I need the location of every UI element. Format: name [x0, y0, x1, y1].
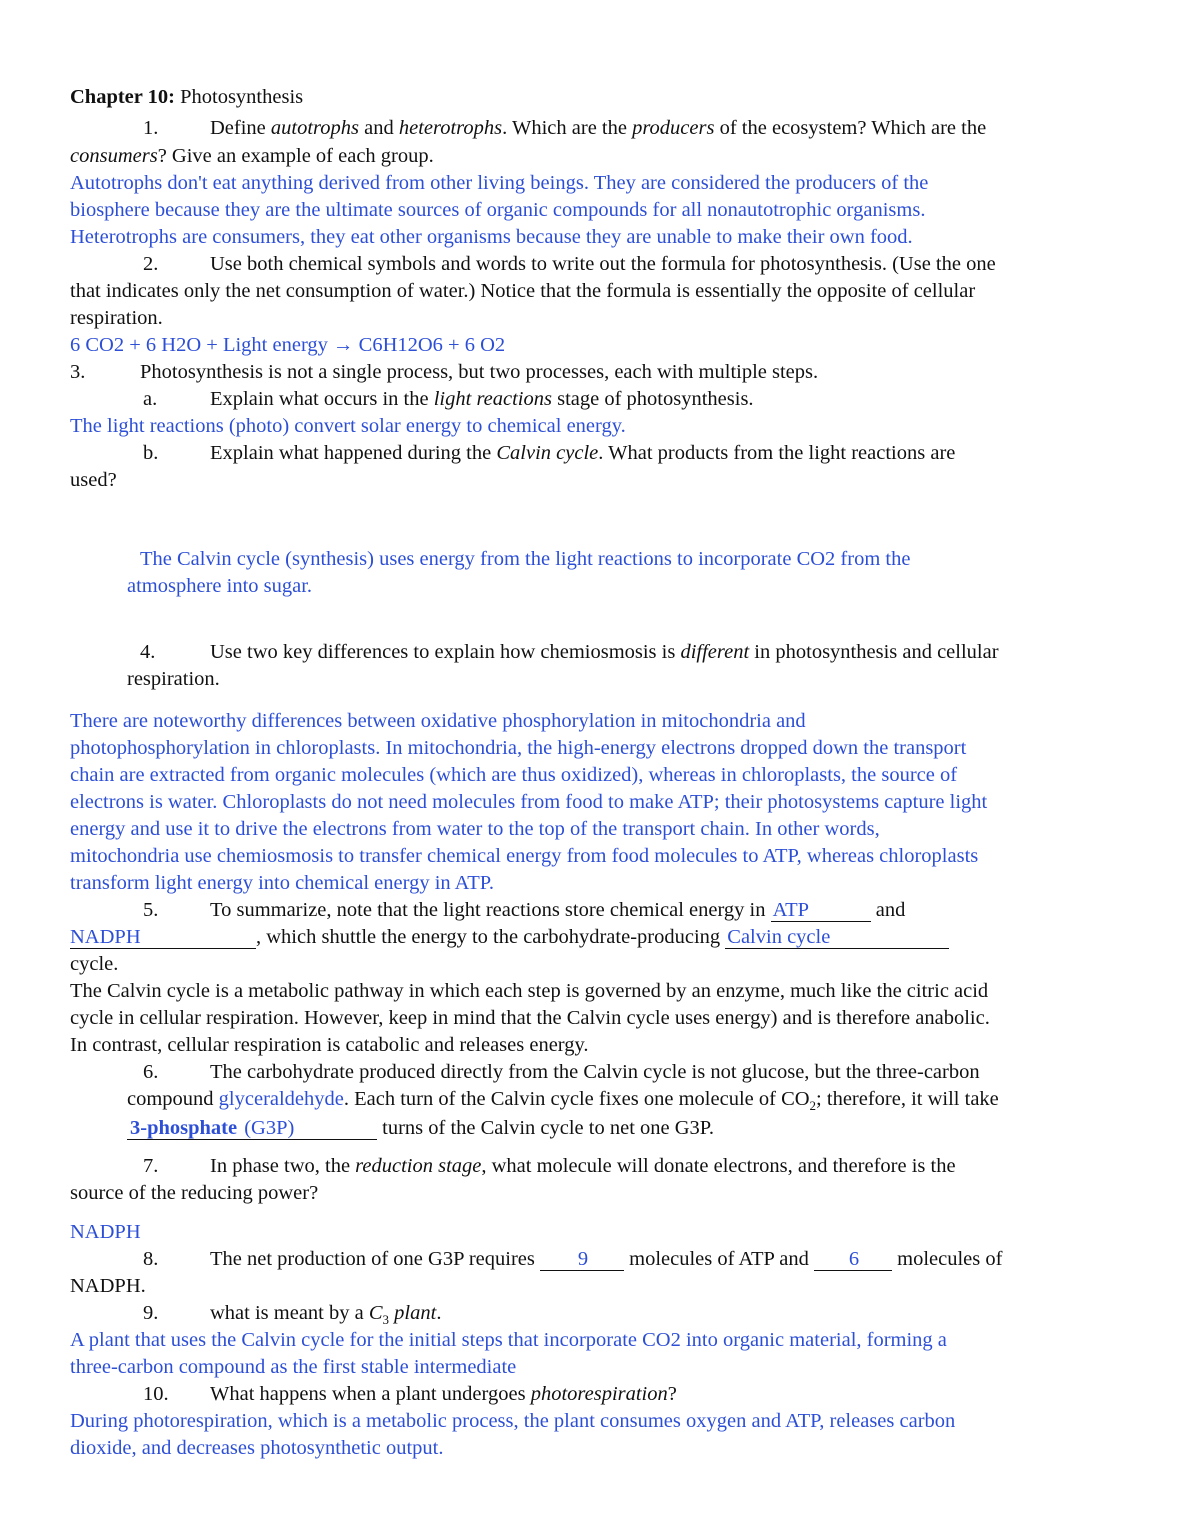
q3b-answer-2: atmosphere into sugar. — [127, 575, 313, 597]
q3a-text: Explain what occurs in the light reactions stage of photosynthesis. — [210, 388, 754, 410]
q8-line-2: NADPH. — [70, 1275, 146, 1297]
q10-answer-2: dioxide, and decreases photosynthetic output. — [70, 1437, 444, 1459]
q10-number: 10. — [143, 1383, 169, 1405]
q7-line-1: In phase two, the reduction stage, what molecule will donate electrons, and therefore is the — [210, 1155, 956, 1177]
q6-blank-turns[interactable]: 3-phosphate (G3P) — [127, 1117, 377, 1140]
q4-answer-2: photophosphorylation in chloroplasts. In mitochondria, the high-energy electrons dropped down the transport — [70, 737, 967, 759]
q4-text: Use two key differences to explain how chemiosmosis is different in photosynthesis and cellular — [210, 641, 999, 663]
q10-line-1: What happens when a plant undergoes photorespiration? — [210, 1383, 677, 1405]
q9-answer-2: three-carbon compound as the first stable intermediate — [70, 1356, 517, 1378]
q1-answer-1: Autotrophs don't eat anything derived from other living beings. They are considered the producers of the — [70, 172, 929, 194]
q8-line-1: The net production of one G3P requires 9 molecules of ATP and 6 molecules of — [210, 1248, 1003, 1270]
q3b-text-2: used? — [70, 469, 117, 491]
q1-answer-2: biosphere because they are the ultimate sources of organic compounds for all nonautotrophic organisms. — [70, 199, 926, 221]
q5-note-3: In contrast, cellular respiration is catabolic and releases energy. — [70, 1034, 589, 1056]
q9-line-1: what is meant by a $C_3$ plant. — [210, 1302, 442, 1328]
q4-answer-4: electrons is water. Chloroplasts do not need molecules from food to make ATP; their photosystems capture light — [70, 791, 988, 813]
chapter-label: Chapter 10: — [70, 86, 175, 108]
q6-line-3: 3-phosphate (G3P) turns of the Calvin cycle to net one G3P. — [127, 1115, 714, 1142]
q3-number: 3. — [70, 361, 86, 383]
q3b-answer-1: The Calvin cycle (synthesis) uses energy from the light reactions to incorporate CO2 from the — [140, 548, 911, 570]
q4-answer-7: transform light energy into chemical energy in ATP. — [70, 872, 494, 894]
q5-blank-nadph[interactable]: NADPH — [70, 926, 256, 949]
q3b-letter: b. — [143, 442, 159, 464]
q2-line-2: that indicates only the net consumption of water.) Notice that the formula is essentially the opposite of cellular — [70, 280, 976, 302]
q7-line-2: source of the reducing power? — [70, 1182, 319, 1204]
q2-line-1: Use both chemical symbols and words to write out the formula for photosynthesis. (Use the one — [210, 253, 996, 275]
q8-blank-nadph[interactable]: 6 — [814, 1248, 892, 1271]
q5-line-2: NADPH , which shuttle the energy to the carbohydrate-producing Calvin cycle — [70, 924, 949, 951]
q6-line-1: The carbohydrate produced directly from the Calvin cycle is not glucose, but the three-carbon — [210, 1061, 980, 1083]
q3b-text: Explain what happened during the Calvin cycle. What products from the light reactions are — [210, 442, 956, 464]
q1-line-2: consumers? Give an example of each group. — [70, 145, 434, 167]
q5-line-3: cycle. — [70, 953, 119, 975]
q1-number: 1. — [143, 117, 159, 139]
q5-number: 5. — [143, 899, 159, 921]
q6-line-2: compound glyceraldehyde. Each turn of the Calvin cycle fixes one molecule of $CO_2$; therefore, it will take — [127, 1088, 999, 1114]
chapter-heading — [70, 84, 303, 111]
q5-blank-atp[interactable]: ATP — [771, 899, 871, 922]
q1-line-1: Define autotrophs and heterotrophs. Which are the producers of the ecosystem? Which are the — [210, 117, 987, 139]
q5-note-2: cycle in cellular respiration. However, keep in mind that the Calvin cycle uses energy) and is therefore anabolic. — [70, 1007, 990, 1029]
q4-answer-1: There are noteworthy differences between oxidative phosphorylation in mitochondria and — [70, 710, 806, 732]
q2-number: 2. — [143, 253, 159, 275]
q9-number: 9. — [143, 1302, 159, 1324]
q2-answer-formula: 6 CO2 + 6 H2O + Light energy → C6H12O6 + 6 O2 — [70, 334, 506, 356]
q7-number: 7. — [143, 1155, 159, 1177]
q5-note-1: The Calvin cycle is a metabolic pathway in which each step is governed by an enzyme, much like the citric acid — [70, 980, 989, 1002]
q6-number: 6. — [143, 1061, 159, 1083]
chapter-title: Photosynthesis — [180, 86, 304, 108]
q7-answer: NADPH — [70, 1221, 141, 1243]
q4-answer-3: chain are extracted from organic molecules (which are thus oxidized), whereas in chloroplasts, the source of — [70, 764, 958, 786]
q3a-answer: The light reactions (photo) convert solar energy to chemical energy. — [70, 415, 626, 437]
q4-answer-5: energy and use it to drive the electrons from water to the top of the transport chain. In other words, — [70, 818, 880, 840]
q8-blank-atp[interactable]: 9 — [540, 1248, 624, 1271]
q3a-letter: a. — [143, 388, 158, 410]
q4-answer-6: mitochondria use chemiosmosis to transfer chemical energy from food molecules to ATP, whereas chloroplasts — [70, 845, 979, 867]
q6-answer-glyceraldehyde: glyceraldehyde — [218, 1088, 344, 1110]
q9-answer-1: A plant that uses the Calvin cycle for the initial steps that incorporate CO2 into organic material, forming a — [70, 1329, 947, 1351]
q10-answer-1: During photorespiration, which is a metabolic process, the plant consumes oxygen and ATP, releases carbon — [70, 1410, 956, 1432]
q2-line-3: respiration. — [70, 307, 163, 329]
q4-text-2: respiration. — [127, 668, 220, 690]
q8-number: 8. — [143, 1248, 159, 1270]
q5-blank-calvin[interactable]: Calvin cycle — [725, 926, 949, 949]
q4-number: 4. — [140, 641, 156, 663]
q1-answer-3: Heterotrophs are consumers, they eat other organisms because they are unable to make their own food. — [70, 226, 913, 248]
q3-text: Photosynthesis is not a single process, but two processes, each with multiple steps. — [140, 361, 819, 383]
q5-line-1: To summarize, note that the light reactions store chemical energy in ATP and — [210, 899, 906, 921]
